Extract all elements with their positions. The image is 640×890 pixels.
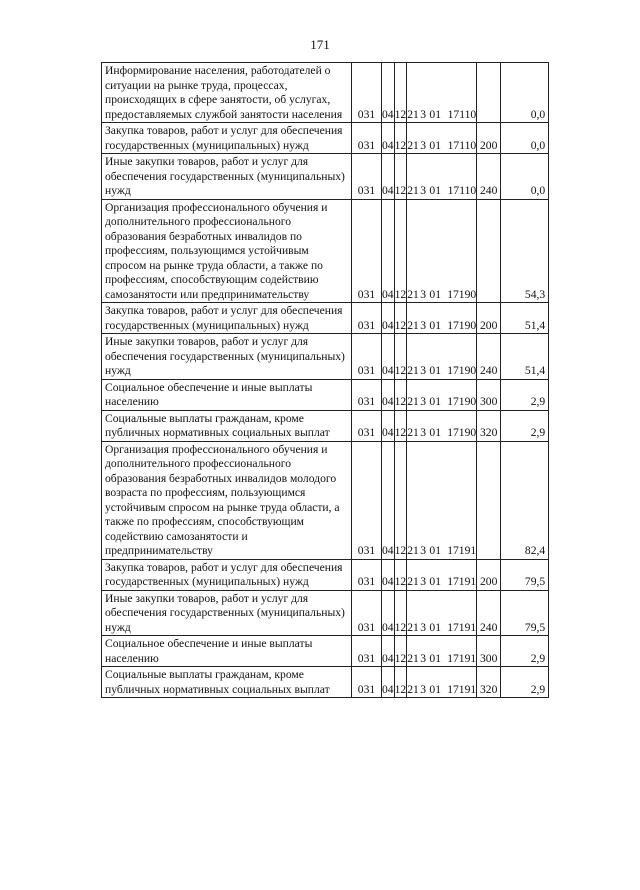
row-description: Социальные выплаты гражданам, кроме публичных нормативных социальных выплат <box>102 410 352 441</box>
row-description: Закупка товаров, работ и услуг для обеспечения государственных (муниципальных) нужд <box>102 123 352 154</box>
section-code: 04 <box>382 667 395 698</box>
target-article-part: 17191 <box>447 575 477 588</box>
table-row <box>102 636 549 667</box>
section-code: 04 <box>382 154 395 200</box>
amount-value: 82,4 <box>501 441 549 559</box>
ved-code: 031 <box>352 123 382 154</box>
row-description: Закупка товаров, работ и услуг для обеспечения государственных (муниципальных) нужд <box>102 303 352 334</box>
subsection-code: 12 <box>394 410 407 441</box>
expense-type-code: 300 <box>477 636 501 667</box>
amount-value: 51,4 <box>501 334 549 380</box>
target-article-part: 17191 <box>447 620 477 634</box>
target-article-code <box>407 63 477 123</box>
amount-value: 0,0 <box>501 63 549 123</box>
target-article-part: 17190 <box>447 318 477 332</box>
table-row <box>102 199 549 303</box>
subsection-code: 12 <box>394 590 407 636</box>
row-description: Организация профессионального обучения и дополнительного профессионального образования безработных инвалидов молодого возраста по профессиям, пользующимся устойчивым спросом на рынке труда области, а также по профессиям, способствующим содействию самозанятости и предпринимательству <box>102 441 352 559</box>
amount-value: 79,5 <box>501 559 549 590</box>
section-code: 04 <box>382 334 395 380</box>
target-article-part: 01 <box>429 395 441 408</box>
budget-table <box>101 62 549 698</box>
table-row <box>102 123 549 154</box>
section-code: 04 <box>382 590 395 636</box>
table-row <box>102 410 549 441</box>
expense-type-code: 200 <box>477 303 501 334</box>
target-article-code <box>407 379 477 410</box>
ved-code: 031 <box>352 334 382 380</box>
section-code: 04 <box>382 303 395 334</box>
ved-code: 031 <box>352 441 382 559</box>
target-article-part: 21 <box>407 364 419 377</box>
section-code: 04 <box>382 123 395 154</box>
section-code: 04 <box>382 636 395 667</box>
amount-value: 54,3 <box>501 199 549 303</box>
table-row <box>102 154 549 200</box>
section-code: 04 <box>382 410 395 441</box>
target-article-part: 21 <box>407 620 419 634</box>
expense-type-code <box>477 199 501 303</box>
subsection-code: 12 <box>394 334 407 380</box>
table-row <box>102 303 549 334</box>
ved-code: 031 <box>352 63 382 123</box>
target-article-code <box>407 154 477 200</box>
target-article-part: 01 <box>429 651 441 665</box>
amount-value: 2,9 <box>501 410 549 441</box>
subsection-code: 12 <box>394 441 407 559</box>
row-description: Социальные выплаты гражданам, кроме публичных нормативных социальных выплат <box>102 667 352 698</box>
target-article-part: 17110 <box>447 138 477 152</box>
target-article-code <box>407 559 477 590</box>
target-article-part: 17110 <box>447 107 477 121</box>
subsection-code: 12 <box>394 667 407 698</box>
table-row <box>102 559 549 590</box>
target-article-part: 21 <box>407 395 419 408</box>
row-description: Закупка товаров, работ и услуг для обеспечения государственных (муниципальных) нужд <box>102 559 352 590</box>
target-article-part: 3 <box>420 364 427 377</box>
row-description: Иные закупки товаров, работ и услуг для обеспечения государственных (муниципальных) нужд <box>102 590 352 636</box>
target-article-part: 01 <box>429 682 441 696</box>
table-row <box>102 590 549 636</box>
target-article-part: 01 <box>429 364 441 377</box>
target-article-part: 3 <box>420 395 427 408</box>
ved-code: 031 <box>352 590 382 636</box>
target-article-part: 17191 <box>447 651 477 665</box>
table-row <box>102 667 549 698</box>
target-article-part: 17191 <box>447 544 477 557</box>
subsection-code: 12 <box>394 559 407 590</box>
expense-type-code: 200 <box>477 559 501 590</box>
expense-type-code: 300 <box>477 379 501 410</box>
expense-type-code <box>477 441 501 559</box>
target-article-part: 17110 <box>447 184 477 197</box>
target-article-part: 21 <box>407 107 419 121</box>
expense-type-code: 240 <box>477 154 501 200</box>
row-description: Иные закупки товаров, работ и услуг для обеспечения государственных (муниципальных) нужд <box>102 334 352 380</box>
target-article-part: 3 <box>420 620 427 634</box>
target-article-part: 17191 <box>447 682 477 696</box>
ved-code: 031 <box>352 379 382 410</box>
expense-type-code <box>477 63 501 123</box>
target-article-part: 21 <box>407 544 419 557</box>
amount-value: 0,0 <box>501 123 549 154</box>
subsection-code: 12 <box>394 379 407 410</box>
target-article-part: 3 <box>420 318 427 332</box>
table-row <box>102 379 549 410</box>
expense-type-code: 240 <box>477 590 501 636</box>
target-article-code <box>407 334 477 380</box>
section-code: 04 <box>382 199 395 303</box>
target-article-part: 21 <box>407 138 419 152</box>
amount-value: 0,0 <box>501 154 549 200</box>
ved-code: 031 <box>352 154 382 200</box>
row-description: Информирование населения, работодателей о ситуации на рынке труда, процессах, происходящих в сфере занятости, об услугах, предоставляемых службой занятости населения <box>102 63 352 123</box>
target-article-code <box>407 123 477 154</box>
target-article-part: 21 <box>407 426 419 439</box>
target-article-part: 17190 <box>447 426 477 439</box>
row-description: Социальное обеспечение и иные выплаты населению <box>102 379 352 410</box>
section-code: 04 <box>382 63 395 123</box>
table-row <box>102 441 549 559</box>
ved-code: 031 <box>352 410 382 441</box>
ved-code: 031 <box>352 667 382 698</box>
subsection-code: 12 <box>394 123 407 154</box>
ved-code: 031 <box>352 303 382 334</box>
amount-value: 51,4 <box>501 303 549 334</box>
target-article-part: 3 <box>420 184 427 197</box>
row-description: Социальное обеспечение и иные выплаты населению <box>102 636 352 667</box>
target-article-part: 3 <box>420 426 427 439</box>
target-article-part: 01 <box>429 620 441 634</box>
target-article-code <box>407 199 477 303</box>
target-article-part: 21 <box>407 287 419 301</box>
target-article-part: 3 <box>420 682 427 696</box>
target-article-part: 01 <box>429 184 441 197</box>
row-description: Иные закупки товаров, работ и услуг для обеспечения государственных (муниципальных) нужд <box>102 154 352 200</box>
subsection-code: 12 <box>394 154 407 200</box>
target-article-code <box>407 636 477 667</box>
target-article-part: 21 <box>407 575 419 588</box>
amount-value: 2,9 <box>501 379 549 410</box>
target-article-part: 01 <box>429 287 441 301</box>
target-article-part: 01 <box>429 138 441 152</box>
ved-code: 031 <box>352 199 382 303</box>
amount-value: 79,5 <box>501 590 549 636</box>
target-article-part: 17190 <box>447 395 477 408</box>
target-article-part: 01 <box>429 575 441 588</box>
target-article-part: 3 <box>420 287 427 301</box>
target-article-code <box>407 667 477 698</box>
amount-value: 2,9 <box>501 667 549 698</box>
amount-value: 2,9 <box>501 636 549 667</box>
ved-code: 031 <box>352 636 382 667</box>
subsection-code: 12 <box>394 636 407 667</box>
table-row <box>102 334 549 380</box>
target-article-part: 21 <box>407 682 419 696</box>
target-article-part: 3 <box>420 575 427 588</box>
target-article-part: 01 <box>429 318 441 332</box>
expense-type-code: 320 <box>477 410 501 441</box>
target-article-part: 21 <box>407 184 419 197</box>
section-code: 04 <box>382 559 395 590</box>
table-row <box>102 63 549 123</box>
subsection-code: 12 <box>394 303 407 334</box>
target-article-code <box>407 303 477 334</box>
target-article-part: 17190 <box>447 287 477 301</box>
subsection-code: 12 <box>394 199 407 303</box>
expense-type-code: 320 <box>477 667 501 698</box>
row-description: Организация профессионального обучения и дополнительного профессионального образования безработных инвалидов по профессиям, пользующимся устойчивым спросом на рынке труда области, а также по профессиям, способствующим содействию самозанятости или предпринимательству <box>102 199 352 303</box>
target-article-code <box>407 410 477 441</box>
target-article-part: 01 <box>429 426 441 439</box>
target-article-part: 21 <box>407 651 419 665</box>
target-article-part: 21 <box>407 318 419 332</box>
section-code: 04 <box>382 379 395 410</box>
section-code: 04 <box>382 441 395 559</box>
target-article-part: 3 <box>420 138 427 152</box>
target-article-part: 01 <box>429 544 441 557</box>
ved-code: 031 <box>352 559 382 590</box>
target-article-part: 17190 <box>447 364 477 377</box>
target-article-code <box>407 441 477 559</box>
expense-type-code: 200 <box>477 123 501 154</box>
expense-type-code: 240 <box>477 334 501 380</box>
target-article-part: 01 <box>429 107 441 121</box>
page-number: 171 <box>310 37 330 52</box>
subsection-code: 12 <box>394 63 407 123</box>
target-article-part: 3 <box>420 107 427 121</box>
target-article-part: 3 <box>420 651 427 665</box>
target-article-part: 3 <box>420 544 427 557</box>
target-article-code <box>407 590 477 636</box>
